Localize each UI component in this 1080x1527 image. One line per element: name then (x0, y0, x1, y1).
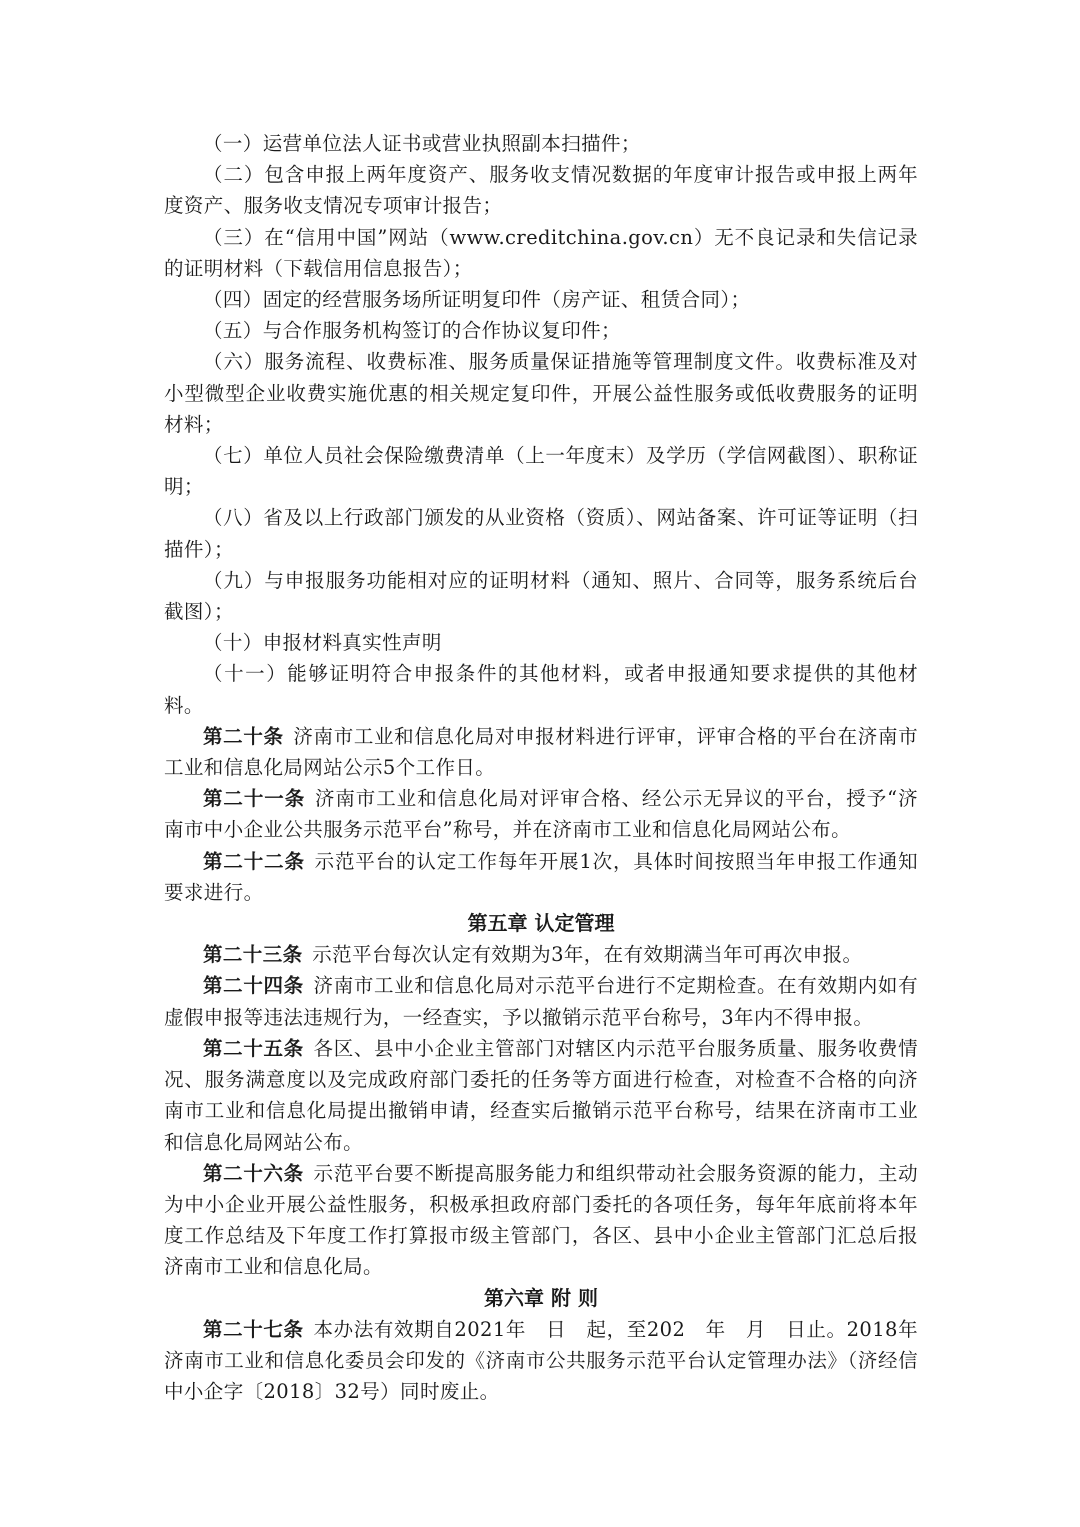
article-26 (164, 1158, 918, 1283)
article-label: 第二十六条 (203, 1161, 304, 1185)
chapter-heading-5: 第五章 认定管理 (467, 911, 615, 936)
list-item: （三）在“信用中国”网站（www.creditchina.gov.cn）无不良记录和失信记录的证明材料（下载信用信息报告）； (164, 225, 918, 280)
article-23 (164, 939, 918, 970)
article-label: 第二十二条 (203, 849, 305, 873)
article-20 (164, 721, 918, 783)
list-item: （十一）能够证明符合申报条件的其他材料，或者申报通知要求提供的其他材料。 (164, 662, 918, 717)
list-item: （七）单位人员社会保险缴费清单（上一年度末）及学历（学信网截图）、职称证明； (164, 444, 918, 499)
list-item: （一）运营单位法人证书或营业执照副本扫描件； (203, 132, 641, 155)
article-24 (164, 970, 918, 1032)
article-label: 第二十七条 (203, 1317, 304, 1341)
article-text: 济南市工业和信息化局对评审合格、经公示无异议的平台，授予“济南市中小企业公共服务示范平台”称号，并在济南市工业和信息化局网站公布。 (164, 787, 918, 842)
article-text: 示范平台每次认定有效期为3年，在有效期满当年可再次申报。 (312, 943, 863, 967)
list-item: （八）省及以上行政部门颁发的从业资格（资质）、网站备案、许可证等证明（扫描件）； (164, 506, 918, 561)
article-text: 示范平台要不断提高服务能力和组织带动社会服务资源的能力，主动为中小企业开展公益性服务，积极承担政府部门委托的各项任务，每年年底前将本年度工作总结及下年度工作打算报市级主管部门，各区、县中小企业主管部门汇总后报济南市工业和信息化局。 (164, 1161, 918, 1279)
article-25 (164, 1033, 918, 1158)
article-label: 第二十五条 (203, 1036, 304, 1060)
article-label: 第二十三条 (203, 943, 303, 967)
article-text: 本办法有效期自2021年 日 起，至202 年 月 日止。2018年济南市工业和信息化委员会印发的《济南市公共服务示范平台认定管理办法》（济经信中小企字〔2018〕32号）同时废止。 (164, 1317, 918, 1404)
article-label: 第二十条 (203, 724, 284, 748)
list-item: （十）申报材料真实性声明 (203, 631, 442, 655)
article-label: 第二十一条 (203, 787, 306, 811)
article-text: 各区、县中小企业主管部门对辖区内示范平台服务质量、服务收费情况、服务满意度以及完成政府部门委托的任务等方面进行检查，对检查不合格的向济南市工业和信息化局提出撤销申请，经查实后撤销示范平台称号，结果在济南市工业和信息化局网站公布。 (164, 1036, 918, 1154)
article-text: 济南市工业和信息化局对申报材料进行评审，评审合格的平台在济南市工业和信息化局网站公示5个工作日。 (164, 724, 918, 780)
chapter-heading-6: 第六章 附 则 (484, 1285, 598, 1310)
article-27 (164, 1314, 918, 1408)
article-text: 示范平台的认定工作每年开展1次，具体时间按照当年申报工作通知要求进行。 (164, 849, 918, 904)
list-item: （五）与合作服务机构签订的合作协议复印件； (203, 319, 621, 343)
article-21 (164, 783, 918, 845)
article-label: 第二十四条 (203, 974, 304, 998)
list-item: （四）固定的经营服务场所证明复印件（房产证、租赁合同）； (203, 288, 751, 312)
article-text: 济南市工业和信息化局对示范平台进行不定期检查。在有效期内如有虚假申报等违法违规行为，一经查实，予以撤销示范平台称号，3年内不得申报。 (164, 974, 918, 1029)
list-item: （九）与申报服务功能相对应的证明材料（通知、照片、合同等，服务系统后台截图）； (164, 568, 918, 624)
article-22 (164, 846, 918, 908)
list-item: （六）服务流程、收费标准、服务质量保证措施等管理制度文件。收费标准及对小型微型企业收费实施优惠的相关规定复印件，开展公益性服务或低收费服务的证明材料； (164, 350, 918, 436)
list-item: （二）包含申报上两年度资产、服务收支情况数据的年度审计报告或申报上两年度资产、服务收支情况专项审计报告； (164, 163, 918, 218)
document-body (164, 128, 918, 1407)
